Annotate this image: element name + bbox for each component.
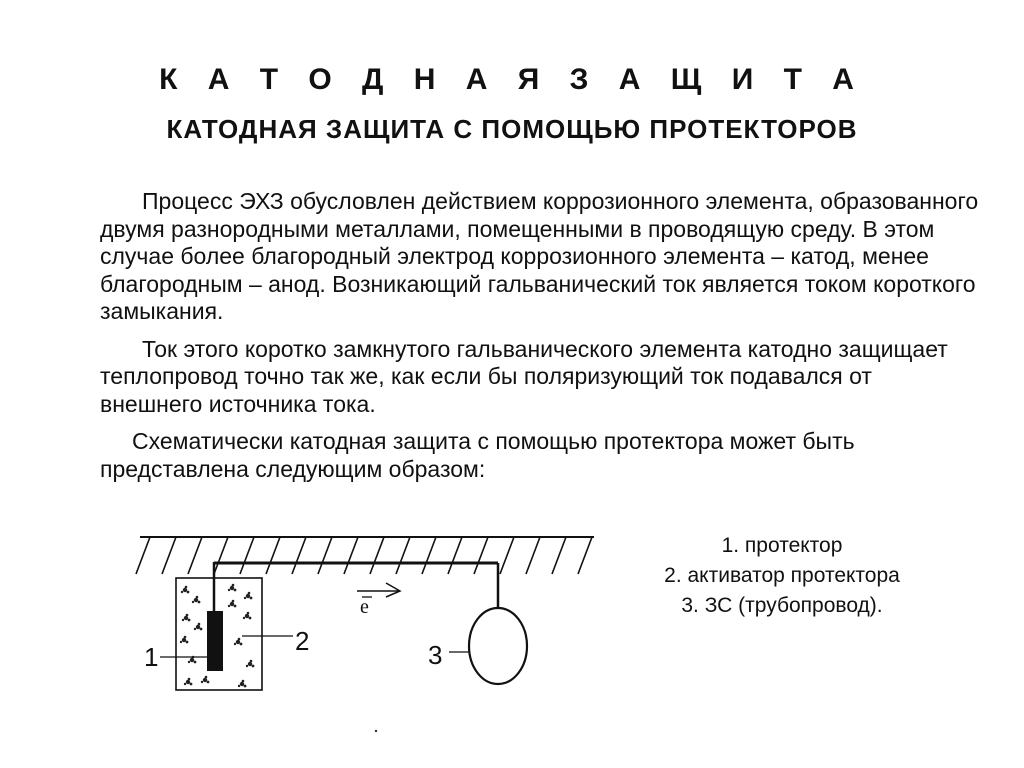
slide-title: К А Т О Д Н А Я З А Щ И Т А — [159, 63, 865, 96]
paragraph-2: Ток этого коротко замкнутого гальванического элемента катодно защищает теплопровод точно так же, как если бы поляризующий ток подавался от внешнего источника тока. — [100, 335, 948, 417]
granule — [228, 584, 237, 592]
hatch-stroke — [474, 537, 488, 574]
granule — [181, 586, 190, 594]
hatch-stroke — [448, 537, 462, 574]
hatch-stroke — [396, 537, 410, 574]
hatch-stroke — [136, 537, 150, 574]
legend-item: 3. ЗС (трубопровод). — [681, 594, 883, 617]
paragraph-3: Схематически катодная защита с помощью протектора может быть представлена следующим образом: — [100, 428, 855, 482]
diagram-legend — [612, 531, 952, 621]
label-3: 3 — [428, 640, 443, 670]
legend-item: 1. протектор — [721, 534, 843, 557]
granule — [194, 623, 203, 631]
granule — [180, 636, 189, 644]
protector-electrode — [207, 611, 223, 671]
stray-dot — [375, 730, 377, 732]
hatch-stroke — [188, 537, 202, 574]
hatch-stroke — [422, 537, 436, 574]
electron-label: e — [360, 596, 369, 618]
hatch-stroke — [214, 537, 228, 574]
hatch-stroke — [318, 537, 332, 574]
hatch-stroke — [370, 537, 384, 574]
granule — [238, 680, 247, 688]
granule — [201, 676, 210, 684]
granule — [244, 592, 253, 600]
hatch-stroke — [500, 537, 514, 574]
slide-subtitle: КАТОДНАЯ ЗАЩИТА С ПОМОЩЬЮ ПРОТЕКТОРОВ — [166, 114, 858, 144]
electron-arrow-head — [386, 583, 400, 597]
hatch-stroke — [266, 537, 280, 574]
hatch-stroke — [240, 537, 254, 574]
granule — [228, 600, 237, 608]
ground-hatching — [136, 537, 592, 574]
hatch-stroke — [344, 537, 358, 574]
label-1: 1 — [144, 642, 159, 672]
granule — [192, 596, 201, 604]
granule — [234, 638, 243, 646]
label-2: 2 — [295, 626, 310, 656]
granule — [182, 614, 191, 622]
hatch-stroke — [578, 537, 592, 574]
hatch-stroke — [162, 537, 176, 574]
hatch-stroke — [292, 537, 306, 574]
paragraph-1: Процесс ЭХЗ обусловлен действием коррозионного элемента, образованного двумя разнородными металлами, помещенными в проводящую среду. В этом случае более благородный электрод коррозионного элемента – катод, менее благородным – анод. Возникающий гальванический ток является током короткого замыкания. — [100, 188, 979, 324]
hatch-stroke — [526, 537, 540, 574]
granule — [184, 678, 193, 686]
granule — [246, 660, 255, 668]
hatch-stroke — [552, 537, 566, 574]
legend-item: 2. активатор протектора — [664, 564, 900, 587]
pipeline-circle — [469, 608, 527, 684]
granule — [243, 612, 252, 620]
